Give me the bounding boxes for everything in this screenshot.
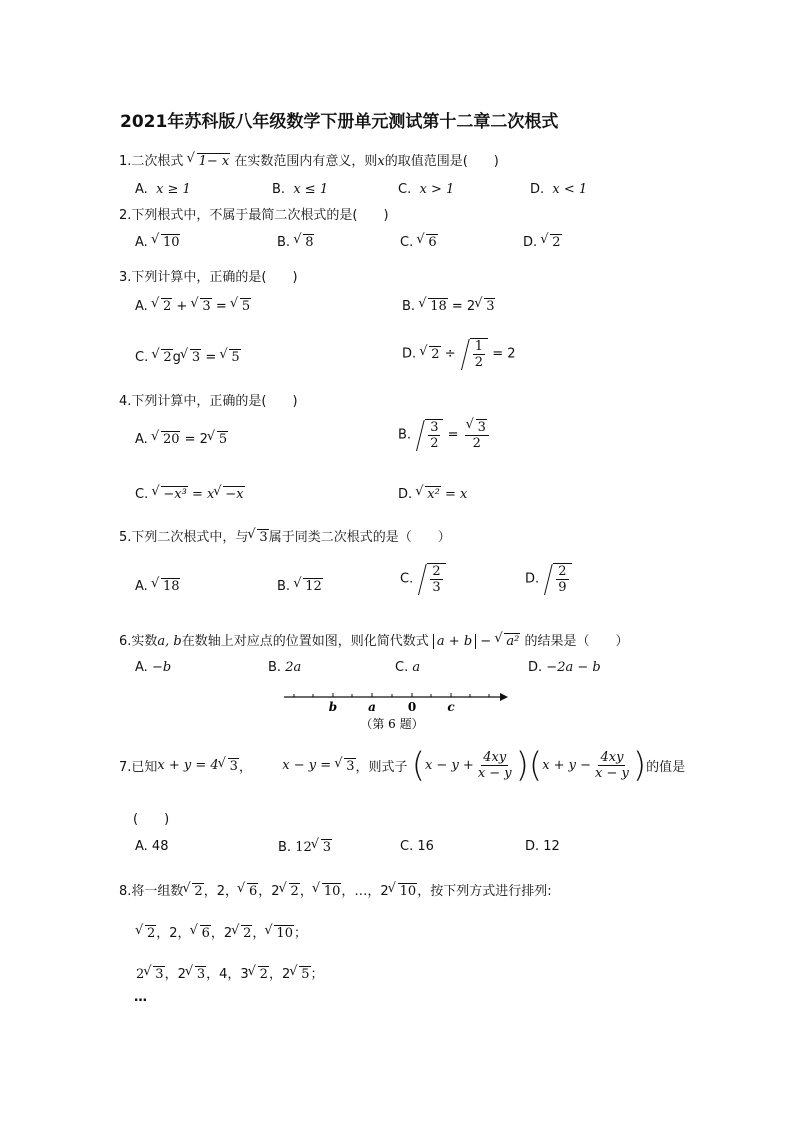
q2-option-a[interactable]: A. √ 10 [135, 234, 180, 250]
q5-option-d[interactable]: D. $\frac{2}{9}$ [525, 563, 572, 595]
q7-option-d[interactable]: D. 12 [525, 839, 560, 854]
axis-label-zero: 0 [407, 700, 417, 714]
q7-option-a[interactable]: A. 48 [135, 839, 169, 854]
question-8: 8.将一组数√ 2，2，√ 6，2√ 2，√ 10，…，2√ 10，按下列方式进行排列: [119, 880, 552, 899]
q1-number: 1. [119, 154, 132, 169]
q6-option-a[interactable]: A. −b [135, 660, 172, 675]
q8-row-2: 2√ 3，2√ 3，4，3√ 2，2√ 5； [136, 963, 324, 982]
question-7: 7.已知x + y = 4√ 3， x − y = √ 3，则式子 (x − y + $\frac{4xy}{x - y}$ )(x + y − $\frac{4xy}{x - y}$ )的值是 [119, 750, 685, 781]
q5-option-b[interactable]: B. √ 12 [277, 578, 323, 594]
number-line-figure [280, 686, 512, 734]
number-line-arrow [500, 693, 508, 701]
q2-option-c[interactable]: C. √ 6 [400, 234, 438, 250]
q6-option-b[interactable]: B. 2a [268, 660, 302, 675]
q8-row-1: √ 2，2，√ 6，2√ 2，√ 10； [136, 922, 307, 941]
q4-option-b[interactable]: B. $\frac{3}{2}$ = √ $\frac{3}{2}$ [398, 419, 491, 451]
axis-label-b: b [328, 700, 338, 714]
axis-label-c: c [447, 700, 455, 714]
q3-option-a[interactable]: A. √ 2 + √ 3 = √ 5 [135, 298, 251, 314]
q3-option-c[interactable]: C. √ 2g√ 3 = √ 5 [135, 349, 241, 365]
q7-option-c[interactable]: C. 16 [400, 839, 434, 854]
q7-answer-blank: ( ) [133, 812, 170, 827]
q3-option-d[interactable]: D. √ 2 ÷ $\frac{1}{2}$ = 2 [402, 338, 515, 370]
q6-option-d[interactable]: D. −2a − b [528, 660, 601, 675]
q1-var: x [377, 154, 385, 169]
q4-option-d[interactable]: D. √ x² = x [398, 486, 467, 502]
question-6: 6.实数a, b在数轴上对应点的位置如图，则化简代数式 a + b − √ a² 的结果是（ ） [119, 630, 628, 649]
axis-label-a: a [368, 700, 376, 714]
figure-caption: （第 6 题） [360, 717, 424, 731]
q4-option-a[interactable]: A. √ 20 = 2√ 5 [135, 431, 228, 447]
q1-text-pre: 二次根式 [131, 154, 184, 169]
q1-option-c[interactable]: C. x > 1 [398, 182, 455, 197]
q5-option-c[interactable]: C. $\frac{2}{3}$ [400, 563, 446, 595]
question-5: 5.下列二次根式中，与√ 3属于同类二次根式的是（ ） [119, 526, 451, 545]
q4-option-c[interactable]: C. √ −x³ = x√ −x [135, 486, 245, 502]
q2-option-b[interactable]: B. √ 8 [277, 234, 314, 250]
q1-text-mid: 在实数范围内有意义，则 [234, 154, 378, 169]
q1-option-d[interactable]: D. x < 1 [530, 182, 588, 197]
q1-option-a[interactable]: A. x ≥ 1 [135, 182, 191, 197]
q7-option-b[interactable]: B. 12√ 3 [278, 839, 332, 855]
q1-text-post: 的取值范围是( ) [384, 154, 499, 169]
q2-option-d[interactable]: D. √ 2 [523, 234, 562, 250]
q6-option-c[interactable]: C. a [395, 660, 421, 675]
question-3: 3.下列计算中，正确的是( ) [119, 270, 298, 285]
question-2: 2.下列根式中，不属于最简二次根式的是( ) [119, 208, 389, 223]
q8-ellipsis: … [134, 990, 147, 1005]
page-title: 2021年苏科版八年级数学下册单元测试第十二章二次根式 [120, 112, 559, 132]
question-4: 4.下列计算中，正确的是( ) [119, 394, 298, 409]
q1-radical: √ 1− x [197, 153, 231, 169]
q3-option-b[interactable]: B. √ 18 = 2√ 3 [402, 298, 495, 314]
q5-option-a[interactable]: A. √ 18 [135, 578, 180, 594]
q1-option-b[interactable]: B. x ≤ 1 [272, 182, 329, 197]
question-1 [119, 150, 499, 169]
